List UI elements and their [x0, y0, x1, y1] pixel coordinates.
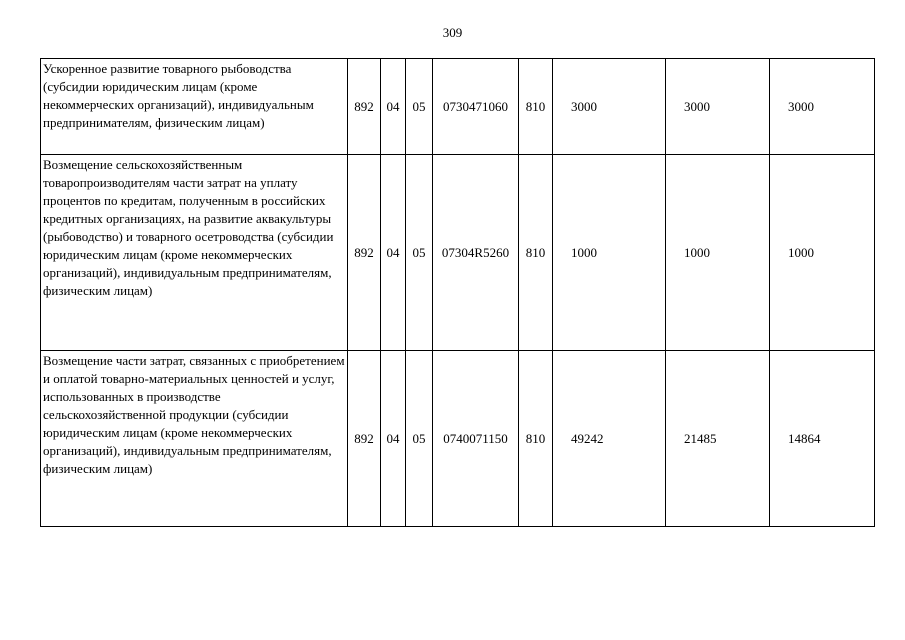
ministry-code: 892	[348, 351, 381, 527]
expense-type-code: 810	[519, 351, 553, 527]
row-description: Ускоренное развитие товарного рыбоводства (субсидии юридическим лицам (кроме некоммерческих организаций), индивидуальным предпринимателям, физическим лицам)	[41, 59, 348, 155]
amount-year-3: 3000	[770, 59, 875, 155]
ministry-code: 892	[348, 59, 381, 155]
amount-year-1: 3000	[553, 59, 666, 155]
amount-year-2: 21485	[666, 351, 770, 527]
amount-year-3: 1000	[770, 155, 875, 351]
amount-year-2: 3000	[666, 59, 770, 155]
subsection-code: 05	[406, 59, 433, 155]
subsection-code: 05	[406, 351, 433, 527]
section-code: 04	[381, 155, 406, 351]
amount-year-1: 1000	[553, 155, 666, 351]
ministry-code: 892	[348, 155, 381, 351]
section-code: 04	[381, 351, 406, 527]
target-article-code: 0740071150	[433, 351, 519, 527]
expense-type-code: 810	[519, 155, 553, 351]
row-description: Возмещение сельскохозяйственным товаропроизводителям части затрат на уплату процентов по кредитам, полученным в российских кредитных организациях, на развитие аквакультуры (рыбоводство) и товарного осетроводства (субсидии юридическим лицам (кроме некоммерческих организаций), индивидуальным предпринимателям, физическим лицам)	[41, 155, 348, 351]
target-article-code: 07304R5260	[433, 155, 519, 351]
amount-year-1: 49242	[553, 351, 666, 527]
section-code: 04	[381, 59, 406, 155]
table-row	[41, 155, 875, 351]
amount-year-3: 14864	[770, 351, 875, 527]
row-description: Возмещение части затрат, связанных с приобретением и оплатой товарно-материальных ценностей и услуг, использованных в производстве сельскохозяйственной продукции (субсидии юридическим лицам (кроме некоммерческих организаций), индивидуальным предпринимателям, физическим лицам)	[41, 351, 348, 527]
amount-year-2: 1000	[666, 155, 770, 351]
page-number: 309	[442, 25, 463, 40]
target-article-code: 0730471060	[433, 59, 519, 155]
budget-table	[40, 58, 875, 527]
expense-type-code: 810	[519, 59, 553, 155]
table-row	[41, 59, 875, 155]
table-row	[41, 351, 875, 527]
subsection-code: 05	[406, 155, 433, 351]
